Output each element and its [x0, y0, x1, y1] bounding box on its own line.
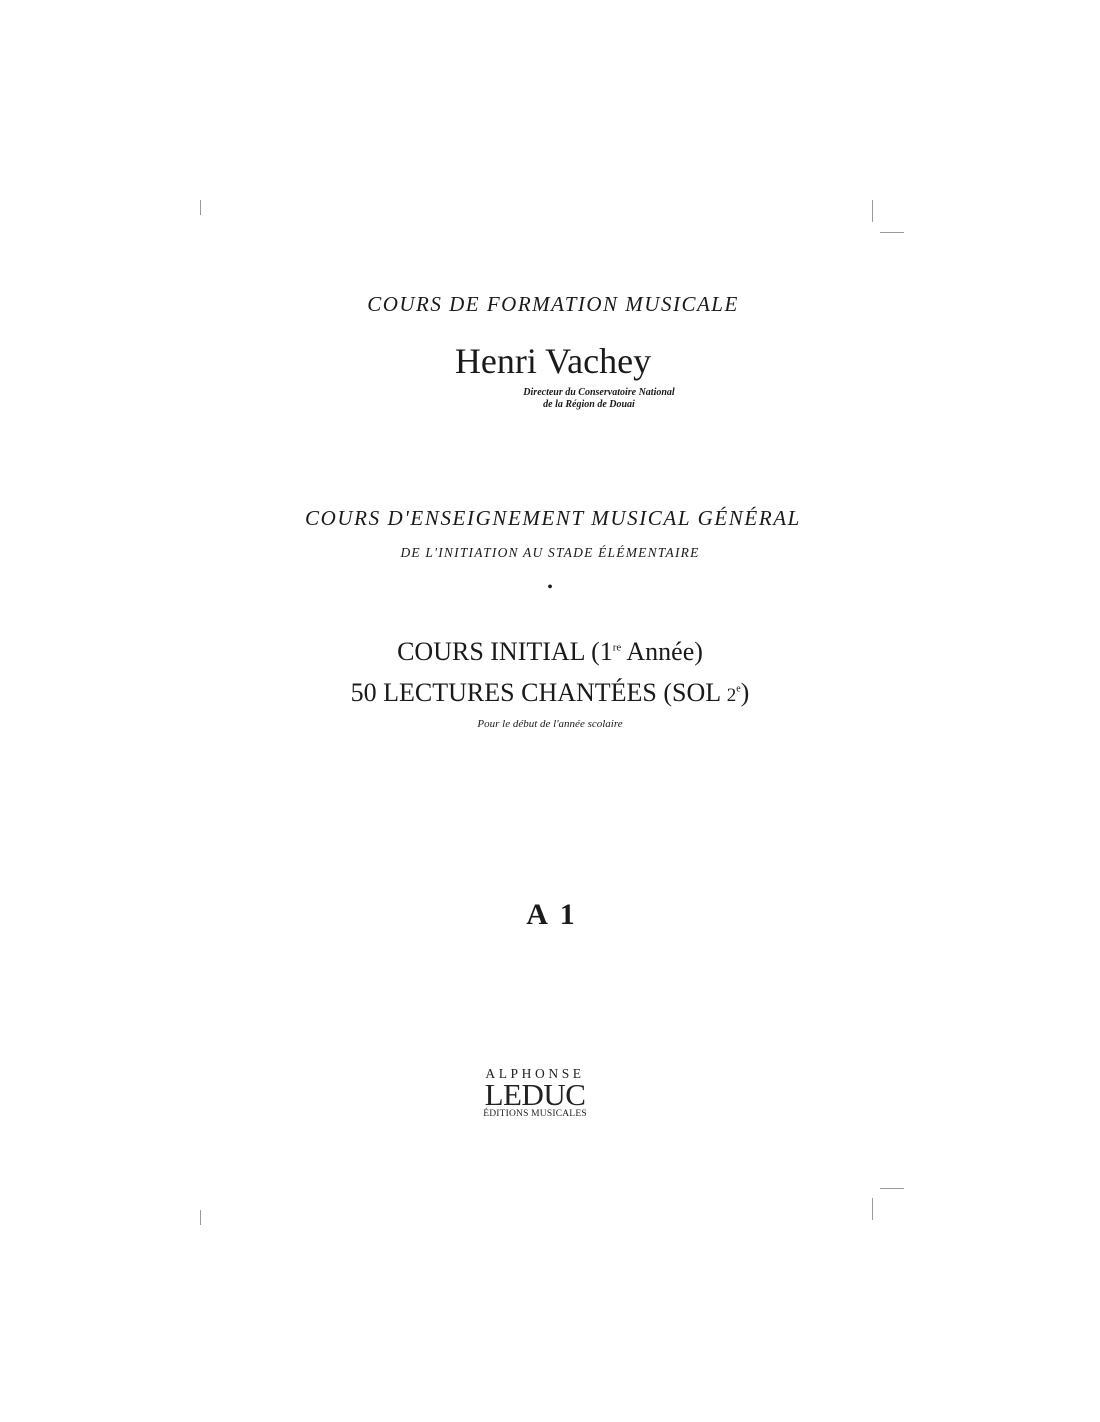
course-subtitle: DE L'INITIATION AU STADE ÉLÉMENTAIRE [400, 545, 700, 560]
crop-mark-top-right-horizontal [880, 232, 904, 233]
course-title: COURS D'ENSEIGNEMENT MUSICAL GÉNÉRAL [305, 506, 801, 530]
volume-initial-title [0, 637, 1100, 667]
initial-tail: Année) [621, 637, 703, 666]
publisher-logo-top: ALPHONSE [485, 1066, 585, 1081]
publisher-logo-name: LEDUC [484, 1077, 586, 1112]
volume-lectures-title [0, 678, 1100, 708]
lectures-clef-sup: e [736, 683, 741, 695]
lectures-num: 50 [350, 678, 377, 707]
author-role [0, 387, 1100, 411]
separator-bullet: • [547, 579, 553, 596]
crop-mark-top-left [200, 200, 201, 215]
lectures-tail: ) [740, 678, 750, 707]
publisher-logo [460, 1067, 610, 1120]
author-role-line-2: de la Région de Douai [543, 399, 635, 410]
lectures-main: LECTURES CHANTÉES (SOL [376, 678, 727, 707]
volume-note: Pour le début de l'année scolaire [477, 718, 623, 730]
crop-mark-bottom-right-vertical [872, 1198, 873, 1220]
initial-num: 1 [599, 637, 613, 666]
crop-mark-top-right-vertical [872, 200, 873, 222]
publisher-logo-bottom: ÉDITIONS MUSICALES [483, 1109, 587, 1119]
author-name: Henri Vachey [454, 341, 652, 381]
author-role-line-1: Directeur du Conservatoire National [523, 387, 675, 398]
initial-main: COURS INITIAL ( [397, 637, 600, 666]
initial-sup: re [612, 641, 622, 654]
crop-mark-bottom-right-horizontal [880, 1188, 904, 1189]
crop-mark-bottom-left [200, 1210, 201, 1225]
volume-code: A 1 [526, 898, 578, 931]
lectures-clef-num: 2 [726, 685, 737, 706]
series-title: COURS DE FORMATION MUSICALE [367, 292, 739, 316]
